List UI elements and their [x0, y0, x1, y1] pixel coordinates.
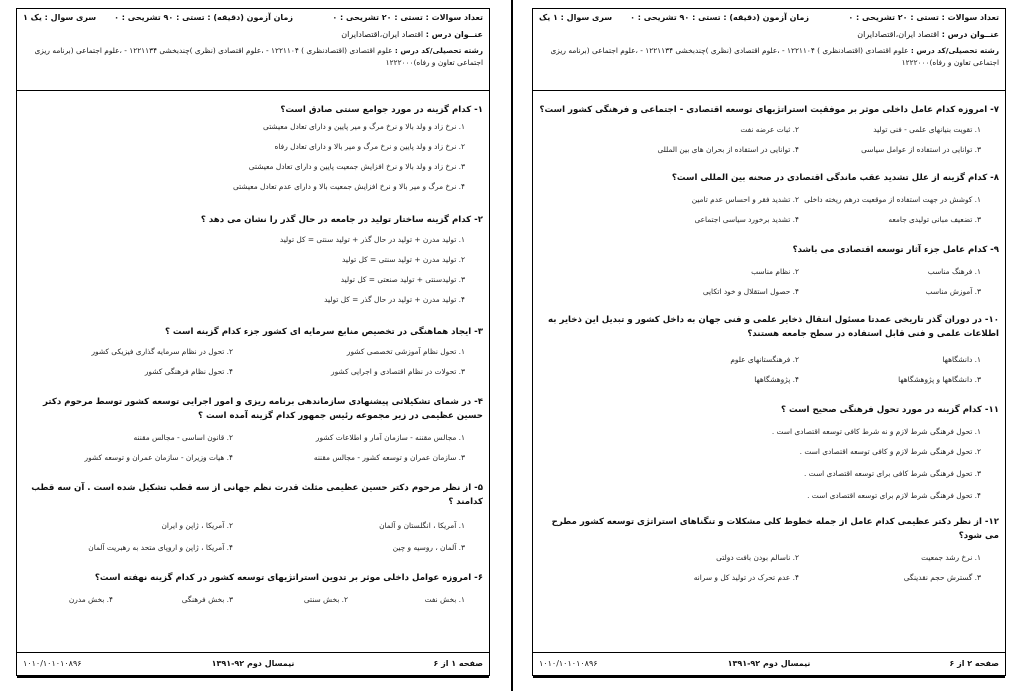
- option[interactable]: ۲. نظام مناسب: [751, 267, 799, 276]
- question-series: سری سوال : یک ۱: [23, 13, 97, 22]
- exam-code: ۱۰۱۰/۱۰۱۰۱۰۸۹۶: [23, 659, 82, 668]
- exam-header: [17, 9, 489, 91]
- page-number: صفحه ۱ از ۶: [433, 659, 483, 668]
- option[interactable]: ۳. تضعیف مبانی تولیدی جامعه: [888, 215, 981, 224]
- option[interactable]: ۳. آموزش مناسب: [925, 287, 981, 296]
- option[interactable]: ۲. نرخ زاد و ولد پایین و نرخ مرگ و میر بالا و دارای تعادل رفاه: [274, 142, 465, 151]
- option[interactable]: ۴. بخش مدرن: [68, 595, 113, 604]
- option[interactable]: ۳. دانشگاهها و پژوهشگاهها: [898, 375, 981, 384]
- option[interactable]: ۴. توانایی در استفاده از بحران های بین المللی: [657, 145, 799, 154]
- option[interactable]: ۲. قانون اساسی - مجالس مقننه: [133, 433, 233, 442]
- course-label: عنــوان درس :: [941, 30, 999, 39]
- option[interactable]: ۴. تحول فرهنگی شرط لازم برای توسعه اقتصادی است .: [807, 491, 981, 500]
- question-series: سری سوال : ۱ یک: [539, 13, 613, 22]
- field-codes: علوم اقتصادی (اقتصادنظری ) ۱۲۲۱۱۰۴ - ،علوم اقتصادی (نظری )چندبخشی ۱۲۲۱۱۳۴ - ،علوم اجتماعی (برنامه ریزی اجتماعی تعاون و رفاه)۱۲۲۲۰۰۰: [34, 46, 483, 67]
- question-count: تعداد سوالات : تستی : ۲۰ تشریحی : ۰: [848, 13, 999, 22]
- option[interactable]: ۱. دانشگاهها: [942, 355, 981, 364]
- semester: نیمسال دوم ۹۲-۱۳۹۱: [727, 659, 811, 668]
- question-1: ۱- کدام گزینه در مورد جوامع سنتی صادق است؟: [280, 105, 483, 115]
- option[interactable]: ۳. آلمان ، روسیه و چین: [392, 543, 465, 552]
- exam-page-1: [4, 0, 502, 691]
- option[interactable]: ۲. ناسالم بودن بافت دولتی: [716, 553, 799, 562]
- exam-footer: [533, 652, 1005, 675]
- exam-footer: [17, 652, 489, 675]
- question-3: ۳- ایجاد هماهنگی در تخصیص منابع سرمایه ای کشور جزء کدام گزینه است ؟: [164, 327, 483, 337]
- question-8: ۸- کدام گزینه از علل تشدید عقب ماندگی اقتصادی در صحنه بین المللی است؟: [671, 173, 999, 183]
- option[interactable]: ۱. بخش نفت: [424, 595, 465, 604]
- question-count: تعداد سوالات : تستی : ۲۰ تشریحی : ۰: [332, 13, 483, 22]
- question-10: ۱۰- در دوران گذر تاریخی عمدتا مسئول انتقال ذخایر علمی و فنی جهان به داخل کشور و تبدیل این ذخایر به اطلاعات علمی و فنی قابل استفاده در سطح جامعه هستند؟: [548, 315, 999, 339]
- question-9: ۹- کدام عامل جزء آثار توسعه اقتصادی می باشد؟: [792, 245, 999, 255]
- option[interactable]: ۳. گسترش حجم نقدینگی: [903, 573, 981, 582]
- option[interactable]: ۳. تولیدسنتی + تولید صنعتی = کل تولید: [340, 275, 465, 284]
- exam-header: [533, 9, 1005, 91]
- option[interactable]: ۱. آمریکا ، انگلستان و آلمان: [379, 521, 465, 530]
- option[interactable]: ۱. نرخ زاد و ولد بالا و نرخ مرگ و میر پایین و دارای تعادل معیشتی: [263, 122, 465, 131]
- option[interactable]: ۲. تولید مدرن + تولید سنتی = کل تولید: [342, 255, 465, 264]
- exam-code: ۱۰۱۰/۱۰۱۰۱۰۸۹۶: [539, 659, 598, 668]
- course-title: اقتصاد ایران،اقتصادایران: [341, 30, 424, 39]
- option[interactable]: ۴. حصول استقلال و خود اتکایی: [702, 287, 799, 296]
- option[interactable]: ۱. تحول فرهنگی شرط لازم و نه شرط کافی توسعه اقتصادی است .: [771, 427, 981, 436]
- option[interactable]: ۳. توانایی در استفاده از عوامل سیاسی: [861, 145, 981, 154]
- option[interactable]: ۳. بخش فرهنگی: [181, 595, 233, 604]
- option[interactable]: ۲. آمریکا ، ژاپن و ایران: [161, 521, 233, 530]
- semester: نیمسال دوم ۹۲-۱۳۹۱: [211, 659, 295, 668]
- option[interactable]: ۲. فرهنگستانهای علوم: [730, 355, 799, 364]
- option[interactable]: ۳. سازمان عمران و توسعه کشور - مجالس مقننه: [313, 453, 465, 462]
- field-codes: علوم اقتصادی (اقتصادنظری ) ۱۲۲۱۱۰۴ - ،علوم اقتصادی (نظری )چندبخشی ۱۲۲۱۱۳۴ - ،علوم اجتماعی (برنامه ریزی اجتماعی تعاون و رفاه)۱۲۲۲۰۰۰: [550, 46, 999, 67]
- option[interactable]: ۴. تشدید برخورد سیاسی اجتماعی: [694, 215, 799, 224]
- option[interactable]: ۴. هیات وزیران - سازمان عمران و توسعه کشور: [84, 453, 233, 462]
- page-frame: [16, 8, 490, 676]
- option[interactable]: ۱. تقویت بنیانهای علمی - فنی تولید: [873, 125, 981, 134]
- option[interactable]: ۱. مجالس مقننه - سازمان آمار و اطلاعات کشور: [315, 433, 465, 442]
- option[interactable]: ۲. بخش سنتی: [303, 595, 348, 604]
- option[interactable]: ۱. تحول نظام آموزشی تخصصی کشور: [346, 347, 465, 356]
- option[interactable]: ۴. تحول نظام فرهنگی کشور: [144, 367, 233, 376]
- course-title: اقتصاد ایران،اقتصادایران: [857, 30, 940, 39]
- page-number: صفحه ۲ از ۶: [949, 659, 999, 668]
- option[interactable]: ۲. تحول فرهنگی شرط لازم و کافی توسعه اقتصادی است .: [799, 447, 981, 456]
- option[interactable]: ۳. نرخ زاد و ولد بالا و نرخ افزایش جمعیت پایین و دارای تعادل معیشتی: [248, 162, 465, 171]
- option[interactable]: ۱. کوشش در جهت استفاده از موقعیت درهم ریخته داخلی: [804, 195, 981, 204]
- option[interactable]: ۴. آمریکا ، ژاپن و اروپای متحد به رهبریت آلمان: [88, 543, 233, 552]
- field-label: رشته تحصیلی/کد درس :: [394, 46, 483, 55]
- question-5: ۵- از نظر مرحوم دکتر حسین عظیمی مثلث قدرت نظم جهانی از سه قطب تشکیل شده است . آن سه قطب کدامند ؟: [31, 483, 483, 507]
- option[interactable]: ۱. تولید مدرن + تولید در حال گذر + تولید سنتی = کل تولید: [279, 235, 465, 244]
- footer-rule: [17, 676, 489, 678]
- page-divider: [511, 0, 513, 691]
- question-7: ۷- امروزه کدام عامل داخلی موثر بر موفقیت استراتژیهای توسعه اقتصادی - اجتماعی و فرهنگی کشور است؟: [539, 105, 999, 115]
- option[interactable]: ۲. تحول در نظام سرمایه گذاری فیزیکی کشور: [91, 347, 233, 356]
- question-12: ۱۲- از نظر دکتر عظیمی کدام عامل از جمله خطوط کلی مشکلات و تنگناهای استراتژی توسعه کشور مطرح می شود؟: [551, 517, 999, 541]
- question-6: ۶- امروزه عوامل داخلی موثر بر تدوین استراتژیهای توسعه کشور در کدام گزینه نهفته است؟: [94, 573, 483, 583]
- question-4: ۴- در شمای تشکیلاتی پیشنهادی سازماندهی برنامه ریزی و امور اجرایی توسعه کشور توسط مرحوم دکتر حسین عظیمی در زیر مجموعه رئیس جمهور کدام گزینه آمده است ؟: [42, 397, 483, 421]
- option[interactable]: ۴. نرخ مرگ و میر بالا و نرخ افزایش جمعیت بالا و دارای عدم تعادل معیشتی: [232, 182, 465, 191]
- option[interactable]: ۴. تولید مدرن + تولید در حال گذر = کل تولید: [324, 295, 465, 304]
- option[interactable]: ۳. تحولات در نظام اقتصادی و اجرایی کشور: [331, 367, 465, 376]
- question-2: ۲- کدام گزینه ساختار تولید در جامعه در حال گذر را نشان می دهد ؟: [200, 215, 483, 225]
- exam-time: زمان آزمون (دقیقه) : تستی : ۹۰ تشریحی : ۰: [630, 13, 809, 22]
- option[interactable]: ۱. فرهنگ مناسب: [927, 267, 981, 276]
- option[interactable]: ۲. تشدید فقر و احساس عدم تامین: [691, 195, 799, 204]
- option[interactable]: ۳. تحول فرهنگی شرط کافی برای توسعه اقتصادی است .: [803, 469, 981, 478]
- option[interactable]: ۴. پژوهشگاهها: [754, 375, 799, 384]
- page-frame: [532, 8, 1006, 676]
- exam-time: زمان آزمون (دقیقه) : تستی : ۹۰ تشریحی : ۰: [114, 13, 293, 22]
- course-label: عنــوان درس :: [425, 30, 483, 39]
- exam-page-2: [520, 0, 1018, 691]
- field-label: رشته تحصیلی/کد درس :: [910, 46, 999, 55]
- option[interactable]: ۴. عدم تحرک در تولید کل و سرانه: [693, 573, 799, 582]
- question-11: ۱۱- کدام گزینه در مورد تحول فرهنگی صحیح است ؟: [781, 405, 999, 415]
- footer-rule: [533, 676, 1005, 678]
- option[interactable]: ۱. نرخ رشد جمعیت: [921, 553, 981, 562]
- option[interactable]: ۲. ثبات عرضه نفت: [740, 125, 799, 134]
